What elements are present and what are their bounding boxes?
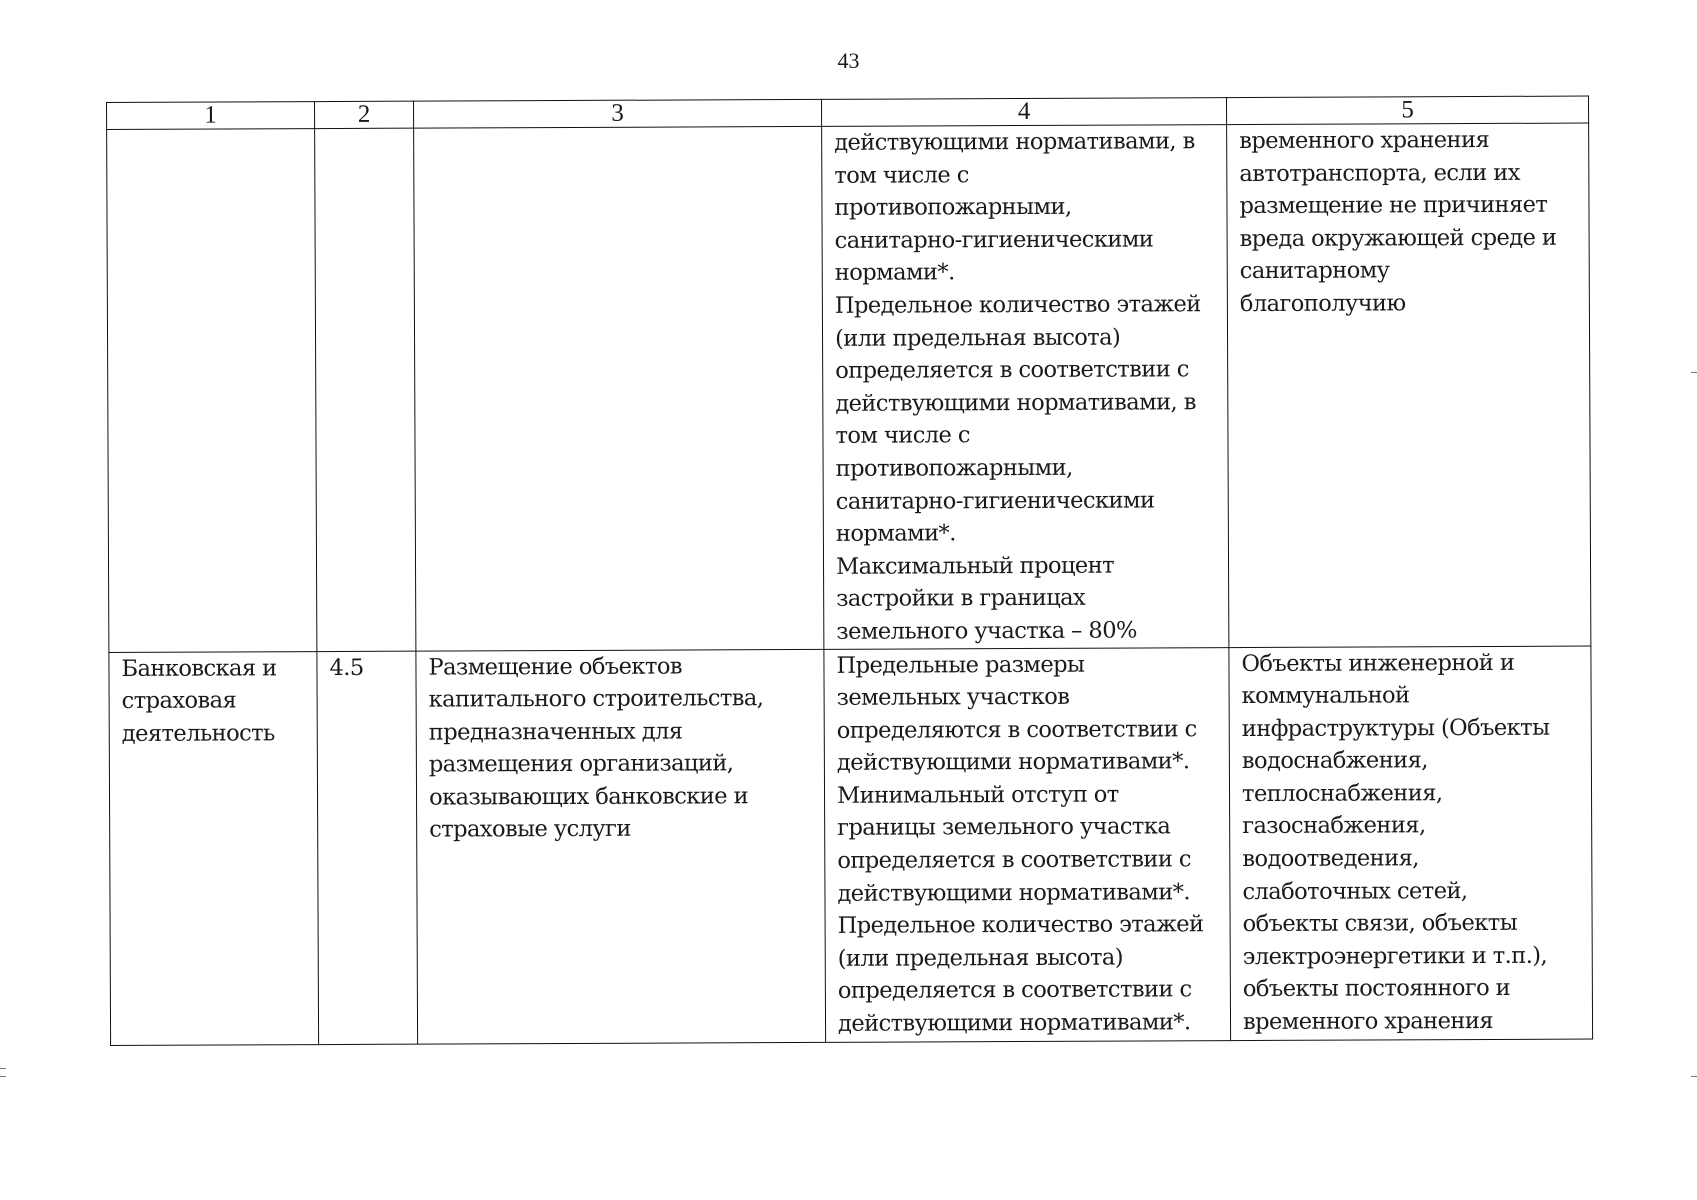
cell-text-line: земельных участков	[836, 683, 1070, 711]
zoning-table	[106, 96, 1593, 1046]
cell-text-line: Максимальный процент	[835, 552, 1115, 580]
cell-text-line: Банковская и	[121, 654, 277, 682]
cell-activity-name	[109, 651, 319, 1045]
cell-text-line: (или предельная высота)	[837, 944, 1124, 972]
cell-text-line: нормами*.	[834, 259, 955, 287]
cell-text-line: теплоснабжения,	[1241, 780, 1443, 807]
cell-activity-name	[107, 129, 317, 652]
cell-text-line: нормами*.	[835, 520, 956, 547]
header-col-1: 1	[107, 102, 315, 130]
table-row-continued	[107, 123, 1591, 652]
cell-text-line: объекты связи, объекты	[1242, 910, 1518, 938]
cell-text-line: деятельность	[121, 719, 275, 747]
scan-edge-mark	[1691, 372, 1697, 373]
header-col-4: 4	[821, 98, 1226, 127]
cell-text-line: водоотведения,	[1242, 845, 1419, 873]
cell-text-line: земельного участка – 80%	[836, 617, 1137, 645]
cell-ancillary-uses	[1229, 646, 1593, 1041]
cell-text-line: противопожарными,	[835, 454, 1073, 482]
cell-text-line: инфраструктуры (Объекты	[1241, 714, 1550, 742]
header-col-5: 5	[1226, 96, 1588, 125]
cell-text-line: размещения организаций,	[428, 750, 734, 778]
cell-text-line: коммунальной	[1241, 682, 1410, 710]
header-col-2: 2	[315, 101, 414, 128]
header-col-3: 3	[413, 99, 821, 128]
cell-text-line: определяется в соответствии с	[837, 976, 1192, 1005]
scan-edge-mark	[1691, 1076, 1697, 1077]
scan-edge-mark	[0, 1076, 6, 1077]
cell-activity-code	[315, 128, 416, 651]
cell-text-line: электроэнергетики и т.п.),	[1242, 942, 1548, 970]
cell-text-line: Предельные размеры	[836, 651, 1085, 679]
cell-text-line: предназначенных для	[428, 718, 683, 746]
cell-text-line: действующими нормативами*.	[836, 748, 1190, 777]
cell-description	[416, 649, 826, 1044]
cell-text-line: том числе с	[834, 161, 969, 189]
cell-activity-code	[317, 651, 418, 1044]
cell-text-line: слаботочных сетей,	[1242, 877, 1468, 905]
cell-text-line: действующими нормативами*.	[837, 1009, 1191, 1037]
cell-text-line: действующими нормативами*.	[837, 878, 1191, 907]
cell-text-line: страховая	[121, 687, 237, 715]
cell-parameters	[822, 125, 1229, 649]
cell-text-line: определяется в соответствии с	[837, 846, 1191, 874]
cell-text-line: определяются в соответствии с	[836, 715, 1197, 744]
cell-text-line: Предельное количество этажей	[834, 291, 1201, 319]
table-row-banking	[109, 646, 1593, 1045]
cell-text-line: противопожарными,	[834, 193, 1072, 222]
cell-text-line: Предельное количество этажей	[837, 911, 1204, 940]
cell-text-line: Размещение объектов	[428, 652, 683, 681]
cell-text-line: вреда окружающей среде и	[1239, 224, 1557, 252]
cell-text-line: (или предельная высота)	[834, 324, 1121, 352]
cell-text-line: страховые услуги	[429, 816, 631, 844]
cell-text-line: застройки в границах	[836, 585, 1086, 613]
cell-text-line: оказывающих банковские и	[428, 783, 749, 811]
cell-text-line: благополучию	[1239, 290, 1406, 318]
cell-text-line: действующими нормативами, в	[835, 388, 1196, 417]
cell-ancillary-uses	[1227, 123, 1591, 647]
cell-text-line: действующими нормативами, в	[834, 128, 1195, 156]
cell-text-line: Минимальный отступ от	[836, 781, 1119, 809]
cell-text-line: объекты постоянного и	[1242, 975, 1511, 1003]
cell-text-line: санитарному	[1239, 257, 1390, 285]
cell-text-line: санитарно-гигиеническими	[834, 226, 1154, 254]
cell-text-line: временного хранения	[1239, 126, 1490, 155]
cell-parameters	[824, 647, 1231, 1042]
cell-description	[414, 126, 824, 650]
cell-text-line: границы земельного участка	[837, 813, 1171, 842]
cell-text-line: санитарно-гигиеническими	[835, 486, 1155, 515]
page-number: 43	[837, 48, 860, 73]
cell-text-line: 4.5	[329, 654, 364, 681]
cell-text-line: Объекты инженерной и	[1241, 649, 1515, 677]
scan-edge-mark	[0, 1068, 6, 1069]
cell-text-line: том числе с	[835, 422, 970, 450]
cell-text-line: автотранспорта, если их	[1239, 159, 1520, 187]
cell-text-line: размещение не причиняет	[1239, 191, 1548, 220]
cell-text-line: определяется в соответствии с	[835, 356, 1189, 384]
cell-text-line: водоснабжения,	[1241, 747, 1428, 775]
cell-text-line: капитального строительства,	[428, 685, 764, 713]
cell-text-line: газоснабжения,	[1242, 812, 1426, 840]
cell-text-line: временного хранения	[1242, 1007, 1494, 1036]
